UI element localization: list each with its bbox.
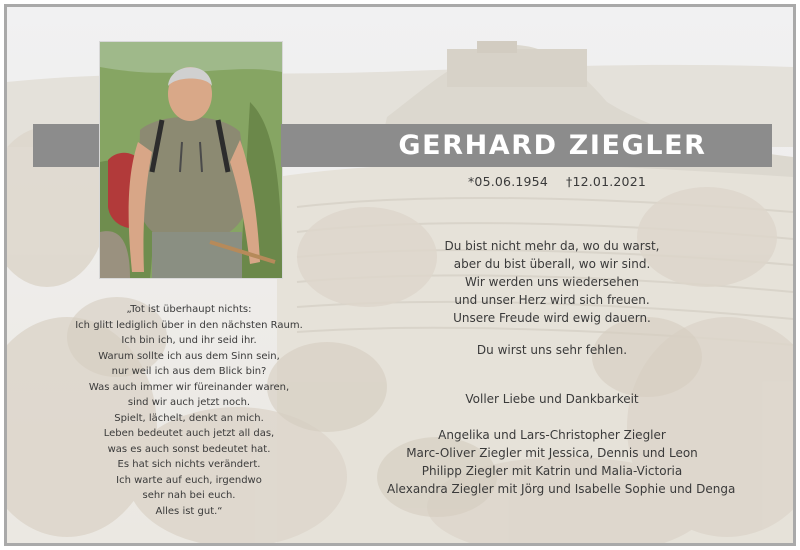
miss-you-line: Du wirst uns sehr fehlen. <box>476 343 628 357</box>
family-signatures <box>387 426 736 498</box>
verse-line: Unsere Freude wird ewig dauern. <box>453 311 651 325</box>
poem-line: was es auch sonst bedeutet hat. <box>107 443 271 455</box>
poem-line: sehr nah bei euch. <box>142 490 236 501</box>
family-line: Angelika und Lars-Christopher Ziegler <box>438 428 666 442</box>
poem-line: Es hat sich nichts verändert. <box>117 459 261 470</box>
birth-date: *05.06.1954 <box>467 174 548 189</box>
poem-line: Warum sollte ich aus dem Sinn sein, <box>98 350 280 362</box>
death-date: †12.01.2021 <box>566 174 647 189</box>
poem-line: Alles ist gut.“ <box>155 505 223 517</box>
thanks-line: Voller Liebe und Dankbarkeit <box>465 392 639 406</box>
poem <box>69 302 309 519</box>
poem-line: Spielt, lächelt, denkt an mich. <box>114 412 264 424</box>
family-line: Alexandra Ziegler mit Jörg und Isabelle Sophie und Denga <box>387 482 736 496</box>
portrait-illustration <box>100 42 282 278</box>
obituary-card <box>4 4 796 546</box>
poem-line: nur weil ich aus dem Blick bin? <box>111 366 267 377</box>
poem-line: „Tot ist überhaupt nichts: <box>126 304 252 315</box>
deceased-name: GERHARD ZIEGLER <box>398 130 707 161</box>
verse-line: Wir werden uns wiedersehen <box>465 275 639 289</box>
poem-line: Ich warte auf euch, irgendwo <box>116 474 262 486</box>
verse-line: und unser Herz wird sich freuen. <box>454 293 650 307</box>
poem-line: Ich glitt lediglich über in den nächsten Raum. <box>75 319 303 331</box>
poem-line: Was auch immer wir füreinander waren, <box>88 381 290 393</box>
poem-line: Ich bin ich, und ihr seid ihr. <box>121 335 257 346</box>
memorial-verse <box>402 237 702 327</box>
name-bar-left-segment <box>33 124 99 167</box>
poem-line: Leben bedeutet auch jetzt all das, <box>103 428 275 439</box>
verse-line: Du bist nicht mehr da, wo du warst, <box>444 239 660 253</box>
family-line: Philipp Ziegler mit Katrin und Malia-Victoria <box>421 464 683 478</box>
family-line: Marc-Oliver Ziegler mit Jessica, Dennis und Leon <box>406 446 698 460</box>
poem-line: sind wir auch jetzt noch. <box>127 397 251 408</box>
life-dates <box>447 174 667 189</box>
portrait-photo <box>99 41 283 279</box>
verse-line: aber du bist überall, wo wir sind. <box>453 257 651 271</box>
